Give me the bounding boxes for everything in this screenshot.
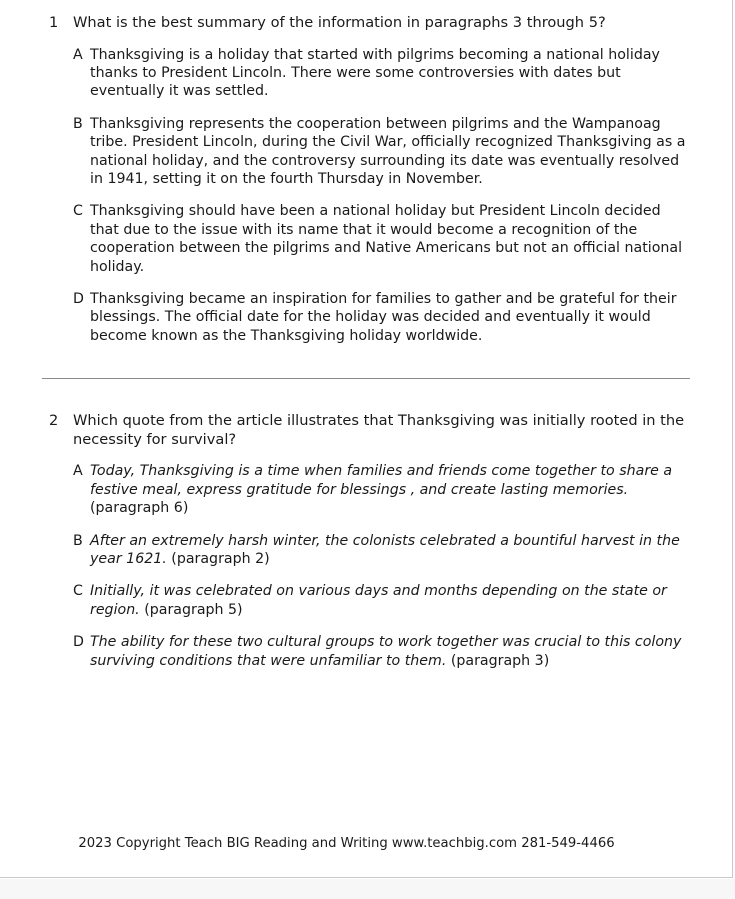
question-prompt-text: Which quote from the article illustrates that Thanksgiving was initially rooted in the necessity for survival? [73, 412, 685, 448]
choice-citation-text: (paragraph 3) [450, 652, 550, 669]
choice-citation-text: (paragraph 2) [171, 551, 270, 568]
choice-letter: B [73, 115, 83, 132]
choice-body: Thanksgiving is a holiday that started with pilgrims becoming a national holiday thanks to President Lincoln. There were some controversies with dates but eventually it was settled. [90, 46, 660, 100]
choice-text [90, 115, 693, 189]
answer-choice[interactable] [49, 582, 693, 619]
choice-text [90, 46, 693, 101]
choice-text [90, 462, 693, 517]
copyright-text: 2023 Copyright Teach BIG Reading and Writing www.teachbig.com 281-549-4466 [78, 836, 615, 851]
choice-body: Thanksgiving became an inspiration for families to gather and be grateful for their blessings. The official date for the holiday was decided and eventually it would become known as the Thanksgiving holiday worldwide. [90, 290, 677, 344]
answer-choice[interactable] [49, 290, 693, 345]
choice-citation-text: (paragraph 5) [144, 601, 243, 618]
choice-quote: Initially, it was celebrated on various days and months depending on the state or region. [90, 583, 667, 618]
answer-choice[interactable] [49, 633, 693, 670]
choice-citation-text: (paragraph 6) [90, 500, 189, 517]
answer-choices-list [49, 46, 693, 345]
answer-choice[interactable] [49, 115, 693, 189]
answer-choice[interactable] [49, 202, 693, 276]
choice-text [90, 202, 693, 276]
choice-text [90, 532, 693, 569]
choice-letter: D [73, 634, 84, 651]
answer-choice[interactable] [49, 532, 693, 569]
choice-letter: C [73, 583, 83, 600]
question-number: 1 [49, 14, 59, 31]
choice-letter: A [73, 463, 83, 480]
choice-body: Thanksgiving represents the cooperation between pilgrims and the Wampanoag tribe. President Lincoln, during the Civil War, officially recognized Thanksgiving as a national holiday, and the controversy surrounding its date was eventually resolved in 1941, setting it on the fourth Thursday in November. [90, 115, 686, 188]
question-prompt-row [49, 412, 693, 449]
choice-letter: D [73, 290, 84, 307]
choice-quote: The ability for these two cultural groups to work together was crucial to this colony surviving conditions that were unfamiliar to them. [90, 634, 682, 669]
page-gutter [0, 879, 735, 899]
answer-choice[interactable] [49, 46, 693, 101]
choice-letter: B [73, 532, 83, 549]
section-divider [42, 378, 690, 379]
choice-body: Thanksgiving should have been a national holiday but President Lincoln decided that due to the issue with its name that it would become a recognition of the cooperation between the pilgrims and Native Americans but not an official national holiday. [90, 203, 683, 275]
question-block-1 [0, 14, 733, 345]
choice-letter: C [73, 203, 83, 220]
choice-text [90, 633, 693, 670]
choice-text [90, 290, 693, 345]
answer-choice[interactable] [49, 462, 693, 517]
question-block-2 [0, 412, 733, 670]
page-footer [0, 835, 693, 852]
question-prompt-text: What is the best summary of the information in paragraphs 3 through 5? [73, 14, 606, 31]
question-prompt-row [49, 14, 693, 33]
choice-text [90, 582, 693, 619]
choice-letter: A [73, 46, 83, 63]
question-number: 2 [49, 412, 59, 430]
choice-quote: After an extremely harsh winter, the colonists celebrated a bountiful harvest in the year 1621. [90, 532, 680, 568]
answer-choices-list [49, 462, 693, 670]
choice-quote: Today, Thanksgiving is a time when families and friends come together to share a festive meal, express gratitude for blessings , and create lasting memories. [90, 463, 673, 498]
